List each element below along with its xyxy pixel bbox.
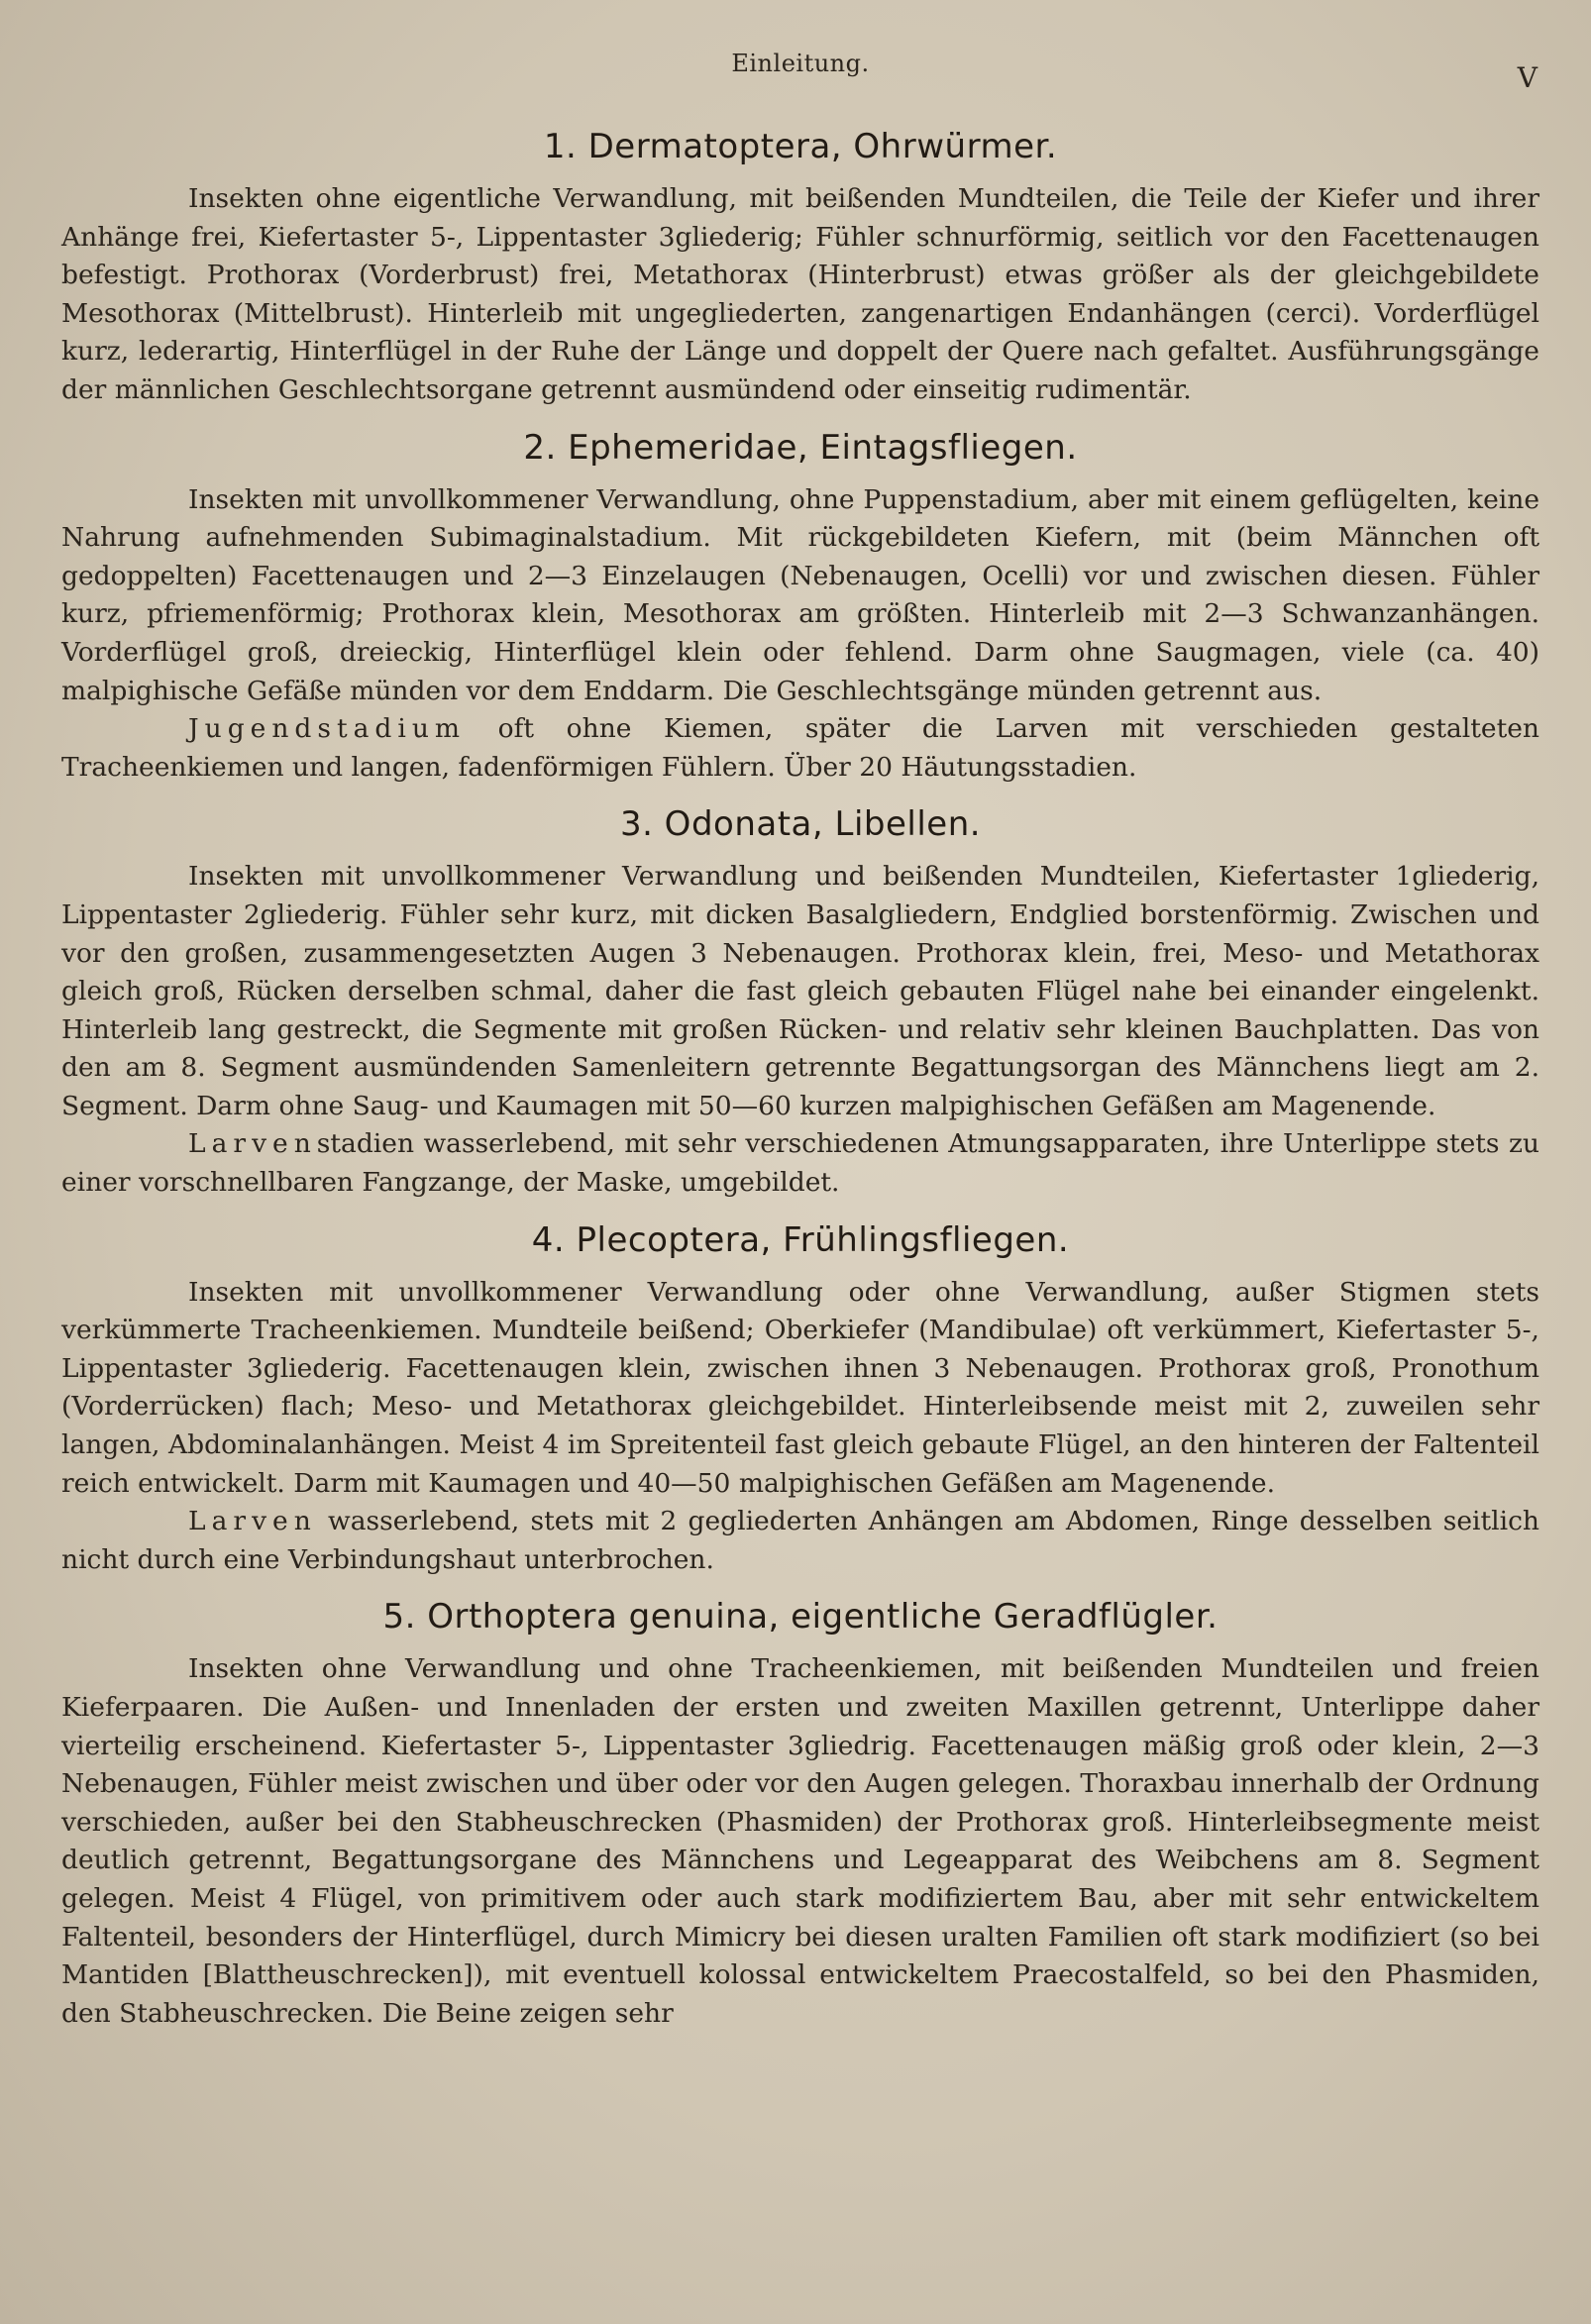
paragraph-text: stadien wasserlebend, mit sehr verschiedenen Atmungsapparaten, ihre Unterlippe stets zu einer vorschnellbaren Fangzange, der Maske, umgebildet. bbox=[61, 1128, 1539, 1199]
section-orthoptera bbox=[61, 1597, 1539, 2033]
paragraph-text: Insekten ohne eigentliche Verwandlung, mit beißenden Mundteilen, die Teile der Kiefer und ihrer Anhänge frei, Kiefertaster 5-, Lippentaster 3gliederig; Fühler schnurförmig, seitlich vor den Facettenaugen befestigt. Prothorax (Vorderbrust) frei, Metathorax (Hinterbrust) etwas größer als der gleichgebildete Mesothorax (Mittelbrust). Hinterleib mit ungegliederten, zangenartigen Endanhängen (cerci). Vorderflügel kurz, lederartig, Hinterflügel in der Ruhe der Länge und doppelt der Quere nach gefaltet. Ausführungsgänge der männlichen Geschlechtsorgane getrennt ausmündend oder einseitig rudimentär. bbox=[61, 183, 1539, 405]
body-paragraph bbox=[61, 481, 1539, 711]
section-heading: 5. Orthoptera genuina, eigentliche Geradflügler. bbox=[382, 1597, 1219, 1637]
running-head bbox=[61, 50, 1539, 109]
paragraph-text: Insekten ohne Verwandlung und ohne Tracheenkiemen, mit beißenden Mundteilen und freien Kieferpaaren. Die Außen- und Innenladen der ersten und zweiten Maxillen getrennt, Unterlippe daher vierteilig erscheinend. Kiefertaster 5-, Lippentaster 3gliedrig. Facettenaugen mäßig groß oder klein, 2—3 Nebenaugen, Fühler meist zwischen und über oder vor den Augen gelegen. Thoraxbau innerhalb der Ordnung verschieden, außer bei den Stabheuschrecken (Phasmiden) der Prothorax groß. Hinterleibsegmente meist deutlich getrennt, Begattungsorgane des Männchens und Legeapparat des Weibchens am 8. Segment gelegen. Meist 4 Flügel, von primitivem oder auch stark modifiziertem Bau, aber mit sehr entwickeltem Faltenteil, besonders der Hinterflügel, durch Mimicry bei diesen uralten Familien oft stark modifiziert (so bei Mantiden [Blattheuschrecken]), mit eventuell kolossal entwickeltem Praecostalfeld, so bei den Phasmiden, den Stabheuschrecken. Die Beine zeigen sehr bbox=[61, 1653, 1539, 2029]
paragraph-text: Insekten mit unvollkommener Verwandlung, ohne Puppenstadium, aber mit einem geflügelten, keine Nahrung aufnehmenden Subimaginalstadium. Mit rückgebildeten Kiefern, mit (beim Männchen oft gedoppelten) Facettenaugen und 2—3 Einzelaugen (Nebenaugen, Ocelli) vor und zwischen diesen. Fühler kurz, pfriemenförmig; Prothorax klein, Mesothorax am größten. Hinterleib mit 2—3 Schwanzanhängen. Vorderflügel groß, dreieckig, Hinterflügel klein oder fehlend. Darm ohne Saugmagen, viele (ca. 40) malpighische Gefäße münden vor dem Enddarm. Die Geschlechtsgänge münden getrennt aus. bbox=[61, 483, 1539, 706]
running-title: Einleitung. bbox=[731, 50, 870, 77]
body-paragraph bbox=[61, 1125, 1539, 1202]
body-paragraph bbox=[61, 1503, 1539, 1579]
section-plecoptera bbox=[61, 1220, 1539, 1580]
section-odonata bbox=[61, 804, 1539, 1202]
page-number: V bbox=[1517, 61, 1538, 94]
section-heading: 1. Dermatoptera, Ohrwürmer. bbox=[543, 127, 1058, 166]
paragraph-text: Insekten mit unvollkommener Verwandlung oder ohne Verwandlung, außer Stigmen stets verkümmerte Tracheenkiemen. Mundteile beißend; Oberkiefer (Mandibulae) oft verkümmert, Kiefertaster 5-, Lippentaster 3gliederig. Facettenaugen klein, zwischen ihnen 3 Nebenaugen. Prothorax groß, Pronothum (Vorderrücken) flach; Meso- und Metathorax gleichgebildet. Hinterleibsende meist mit 2, zuweilen sehr langen, Abdominalanhängen. Meist 4 im Spreitenteil fast gleich gebaute Flügel, an den hinteren der Faltenteil reich entwickelt. Darm mit Kaumagen und 40—50 malpighischen Gefäßen am Magenende. bbox=[61, 1276, 1539, 1499]
section-dermatoptera bbox=[61, 127, 1539, 410]
spaced-lead-word: Larven bbox=[188, 1128, 317, 1160]
body-paragraph bbox=[61, 710, 1539, 787]
paragraph-text: wasserlebend, stets mit 2 gegliederten Anhängen am Abdomen, Ringe desselben seitlich nicht durch eine Verbindungshaut unterbrochen. bbox=[61, 1506, 1539, 1575]
section-heading: 2. Ephemeridae, Eintagsfliegen. bbox=[523, 427, 1078, 468]
body-paragraph bbox=[61, 180, 1539, 410]
body-paragraph bbox=[61, 1650, 1539, 2033]
paragraph-text: Insekten mit unvollkommener Verwandlung und beißenden Mundteilen, Kiefertaster 1gliederig, Lippentaster 2gliederig. Fühler sehr kurz, mit dicken Basalgliedern, Endglied borstenförmig. Zwischen und vor den großen, zusammengesetzten Augen 3 Nebenaugen. Prothorax klein, frei, Meso- und Metathorax gleich groß, Rücken derselben schmal, daher die fast gleich gebauten Flügel nahe bei einander eingelenkt. Hinterleib lang gestreckt, die Segmente mit großen Rücken- und relativ sehr kleinen Bauchplatten. Das von den am 8. Segment ausmündenden Samenleitern getrennte Begattungsorgan des Männchens liegt am 2. Segment. Darm ohne Saug- und Kaumagen mit 50—60 kurzen malpighischen Gefäßen am Magenende. bbox=[61, 861, 1539, 1121]
section-heading: 3. Odonata, Libellen. bbox=[619, 804, 982, 845]
spaced-lead-word: Larven bbox=[188, 1506, 317, 1537]
section-ephemeridae bbox=[61, 428, 1539, 788]
body-paragraph bbox=[61, 1274, 1539, 1504]
section-heading: 4. Plecoptera, Frühlingsfliegen. bbox=[531, 1219, 1070, 1260]
paragraph-text: oft ohne Kiemen, später die Larven mit verschieden gestalteten Tracheenkiemen und langen, fadenförmigen Fühlern. Über 20 Häutungsstadien. bbox=[61, 713, 1539, 783]
body-paragraph bbox=[61, 858, 1539, 1125]
spaced-lead-word: Jugendstadium bbox=[188, 713, 467, 745]
